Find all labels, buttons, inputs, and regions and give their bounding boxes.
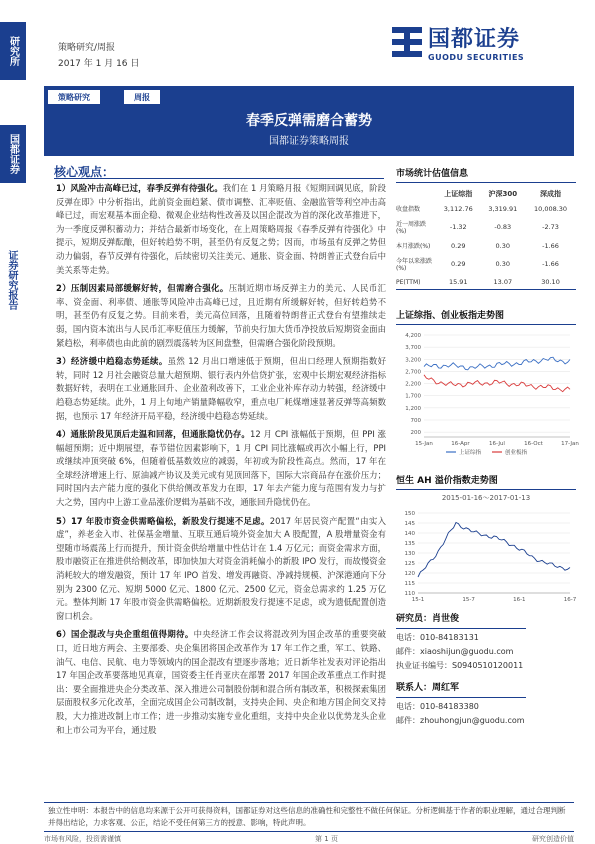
company-logo (392, 22, 524, 62)
report-subtitle: 国都证券策略周报 (269, 136, 349, 147)
y-tick-label: 120 (404, 571, 415, 577)
chart1-title: 上证综指、创业板指走势图 (396, 311, 505, 321)
core-paragraph: 1）风险冲击高峰已过，春季反弹有待强化。我们在 1 月策略月报《短期回调见底，阶段反弹在即》中分析指出，此前资金面趋紧、债市调整、汇率贬值、金融监管等利空冲击高峰已过，而宏观基本面企稳、微观企业结构性改善及以国企混改为首的深化改革推进下，为一季度反弹积蓄动力；并结合最新市场变化，在上周策略周报《春季反弹有待强化》中提示，短期反弹酝酿，但好转趋势不明，甚至仍有反复之势；因而，市场虽有反弹之势但动力偏弱，春节反弹有待强化，后续密切关注美元、通胀、资金面、特朗普正式登台后中美关系等走势。 (56, 183, 387, 275)
core-paragraph: 6）国企混改与央企重组值得期待。中央经济工作会议将混改列为国企改革的重要突破口，近日地方两会、主要部委、央企集团将国企改革作为 17 年工作之重，军工、铁路、油气、电信、民航、电力等领域内的国企混改有望逐步落地；近日新华社发表对评论指出 17 年国企改革要落地见真章，国资委主任肖亚庆在部署 2017 年国企改革重点工作时提出：要全面推进央企分类改革、深入推进公司制股份制和混合所有制改革，积极探索集团层面股权多元化改革，全面完成国企公司制改制，支持央企间、央企和地方国企间交叉持股，大力推进改制上市工作；进一步推动实施专业化重组，支持中央企业以优势龙头企业和上市公司为平台，通过股 (56, 629, 387, 735)
y-tick-label: 130 (404, 551, 415, 557)
x-tick-label: 16-Oct (524, 441, 543, 447)
logo-text-en: GUODU SECURITIES (428, 53, 525, 62)
series-line (418, 523, 570, 578)
logo-text-cn: 国都证券 (428, 27, 521, 52)
core-paragraph: 2）压制因素局部缓解好转，但需磨合强化。压制近期市场反弹主力的美元、人民币汇率、资金面、利率债、通胀等风险冲击高峰已过，且近期有所缓解好转，但好转趋势不明，甚至仍有反复之势。目前来看，美元高位回落，且随着特朗普正式登台有望推续走弱，国内资本流出与人民币汇率贬值压力缓解，节前央行加大货币净投放后短期资金面由紧趋松，利率债也由此前的剧烈震荡转为区间盘整，但需磨合强化阶段预期。 (56, 283, 387, 348)
y-tick-label: 135 (404, 541, 415, 547)
analyst-cert: 执业证书编号：S0940510120011 (396, 661, 524, 670)
y-tick-label: 3,700 (405, 345, 421, 352)
y-tick-label: 115 (404, 581, 415, 587)
analyst-email[interactable]: 邮件：xiaoshijun@guodu.com (396, 647, 514, 656)
banner-tab-strategy: 策略研究 (48, 90, 100, 104)
section-divider (396, 182, 576, 183)
header-meta (58, 40, 139, 72)
x-tick-label: 16-1 (513, 597, 526, 603)
y-tick-label: 1,200 (405, 405, 421, 412)
footer-risk-note: 市场有风险，投资需谨慎 (44, 835, 121, 843)
sidebar-research-label: 研究所 (0, 22, 26, 80)
contact-phone: 电话：010-84183380 (396, 702, 479, 711)
y-tick-label: 140 (404, 531, 415, 537)
ah-premium-chart (396, 507, 576, 605)
contact-divider (396, 697, 526, 698)
page-footer (44, 834, 574, 844)
table-header (396, 187, 436, 201)
x-tick-label: 15-Jan (415, 441, 433, 447)
x-tick-label: 15-7 (462, 597, 475, 603)
contact-divider (396, 628, 526, 629)
contact-email[interactable]: 邮件：zhouhongjun@guodu.com (396, 716, 525, 725)
index-trend-chart (396, 329, 579, 459)
x-tick-label: 16-Jul (489, 441, 505, 447)
analyst-name: 研究员：肖世俊 (396, 614, 460, 624)
series-line (424, 375, 570, 392)
legend-label: 上证综指 (459, 450, 482, 456)
y-tick-label: 200 (410, 430, 421, 437)
chart2-subtitle: 2015-01-16～2017-01-13 (441, 494, 531, 502)
contact-person-name: 联系人：周红军 (396, 683, 460, 693)
market-stats-title: 市场统计估值信息 (396, 169, 469, 179)
table-row: 今年以来涨跌(%) 0.29 0.30 -1.66 (396, 258, 559, 272)
section-divider (396, 489, 576, 490)
y-tick-label: 2,700 (405, 369, 421, 376)
core-paragraph: 3）经济缓中趋稳态势延续。虽然 12 月出口增速低于预期，但出口经理人预期指数好转，同时 12 月社会融资总量大超预期、银行表内外信贷扩张，宏观中长期宏观经济指标数据好转，表明在工业通胀回升、企业盈利改善下，工业企业补库存动力转强，经济缓中趋稳态势延续。此外，1 月上旬地产销量降幅收窄，重点电厂耗煤增速显著反弹等高频数据，也预示 17 年经济开局平稳，经济缓中趋稳态势延续。 (56, 356, 386, 421)
table-header: 沪深300 (488, 190, 518, 198)
core-view-body (56, 182, 386, 742)
core-paragraph: 5）17 年股市资金供需略偏松，新股发行提速不足虑。2017 年居民资产配置“由实入虚”，养老金入市、社保基金增量、互联互通后境外资金加大 A 股配置，A 股增量资金有望随市场震荡上行而提升，预计资金供给增量中性估计在 1.4 万亿元；而资金需求方面，股市融资正在推进供给侧改革，即加快加大对资金消耗偏小的新股 IPO 发行，而故慢资金消耗较大的增发融资，预计 17 年 IPO 首发、增发再融资、净减持规模、沪深港通向下分别为 2300 亿元、短期 5000 亿元、1800 亿元、2500 亿元，资金总需求约 1.25 万亿元。整体判断 17 年股市资金供需略偏松。近期新股发行提速不足虑，或为遗低配置创造窗口机会。 (56, 515, 386, 621)
core-paragraph: 4）通胀阶段见顶后走温和回落，但通胀隐忧仍存。12 月 CPI 涨幅低于预期，但 PPI 涨幅超预期；近中期展望，春节错位因素影响下，1 月 CPI 同比涨幅或再次小幅上行，PPI 或继续冲顶突破 6%，但随着低基数效应的减弱，年初或为阶段性高点。然而，17 年在全球经济增速上行、原油减产协议及美元或有见顶回落下，国际大宗商品存在涨价压力；同时国内去产能力度的强化下供给侧改革发力在即，17 年去产能力度与范围有发力与扩大之势，国内中上游工业品涨价逻辑为基础不改，通胀回升隐忧仍在。 (56, 429, 387, 508)
y-tick-label: 700 (410, 418, 421, 424)
table-row: 收盘指数 3,112.76 3,319.91 10,008.30 (396, 204, 568, 213)
right-column (396, 166, 579, 609)
table-row: 本月涨跌(%) 0.29 0.30 -1.66 (396, 241, 559, 250)
report-title: 春季反弹需磨合蓄势 (246, 113, 372, 129)
y-tick-label: 150 (404, 511, 415, 517)
x-tick-label: 17-Jan (561, 441, 579, 447)
legend-label: 创业板指 (505, 450, 528, 456)
y-tick-label: 125 (404, 561, 415, 567)
chart1-container (396, 329, 579, 463)
contact-info (396, 612, 576, 728)
footer-slogan: 研究创造价值 (532, 835, 574, 843)
page-number: 第 1 页 (315, 835, 338, 843)
table-row: 近一周涨跌(%) -1.32 -0.83 -2.73 (396, 221, 559, 235)
y-tick-label: 145 (404, 521, 415, 527)
table-header: 深成指 (540, 190, 562, 198)
y-tick-label: 3,200 (405, 357, 421, 364)
y-tick-label: 4,200 (405, 333, 421, 339)
sidebar-company-label: 国都证券 (0, 125, 26, 183)
y-tick-label: 1,700 (405, 393, 421, 400)
independence-disclaimer: 独立性申明：本报告中的信息均来源于公开可获得资料，国都证券对这些信息的准确性和完整性不做任何保证。分析逻辑基于作者的职业理解，通过合理判断并得出结论，力求客观、公正，结论不受任何第三方的授意、影响，特此声明。 (44, 802, 574, 832)
sidebar (0, 0, 30, 842)
table-header: 上证综指 (444, 190, 473, 198)
chart2-container (396, 507, 576, 609)
report-category: 策略研究/周报 (58, 43, 116, 53)
analyst-phone: 电话：010-84183131 (396, 633, 479, 642)
x-tick-label: 16-7 (563, 597, 577, 603)
x-tick-label: 15-1 (411, 597, 425, 603)
banner-tab-weekly: 周报 (124, 90, 160, 104)
y-tick-label: 110 (404, 591, 415, 597)
x-tick-label: 16-Apr (451, 441, 470, 447)
table-row: PE(TTM) 15.91 13.07 30.10 (396, 275, 576, 290)
market-stats-table (396, 187, 576, 290)
core-divider (54, 178, 384, 179)
report-date: 2017 年 1 月 16 日 (58, 59, 140, 69)
chart2-title: 恒生 AH 溢价指数走势图 (396, 476, 498, 486)
logo-mark-icon (392, 27, 422, 57)
title-banner (44, 86, 574, 156)
sidebar-report-type: 证券研究报告 (6, 250, 17, 310)
core-view-title: 核心观点： (54, 165, 115, 179)
section-divider (396, 324, 576, 325)
y-tick-label: 2,200 (405, 381, 421, 388)
